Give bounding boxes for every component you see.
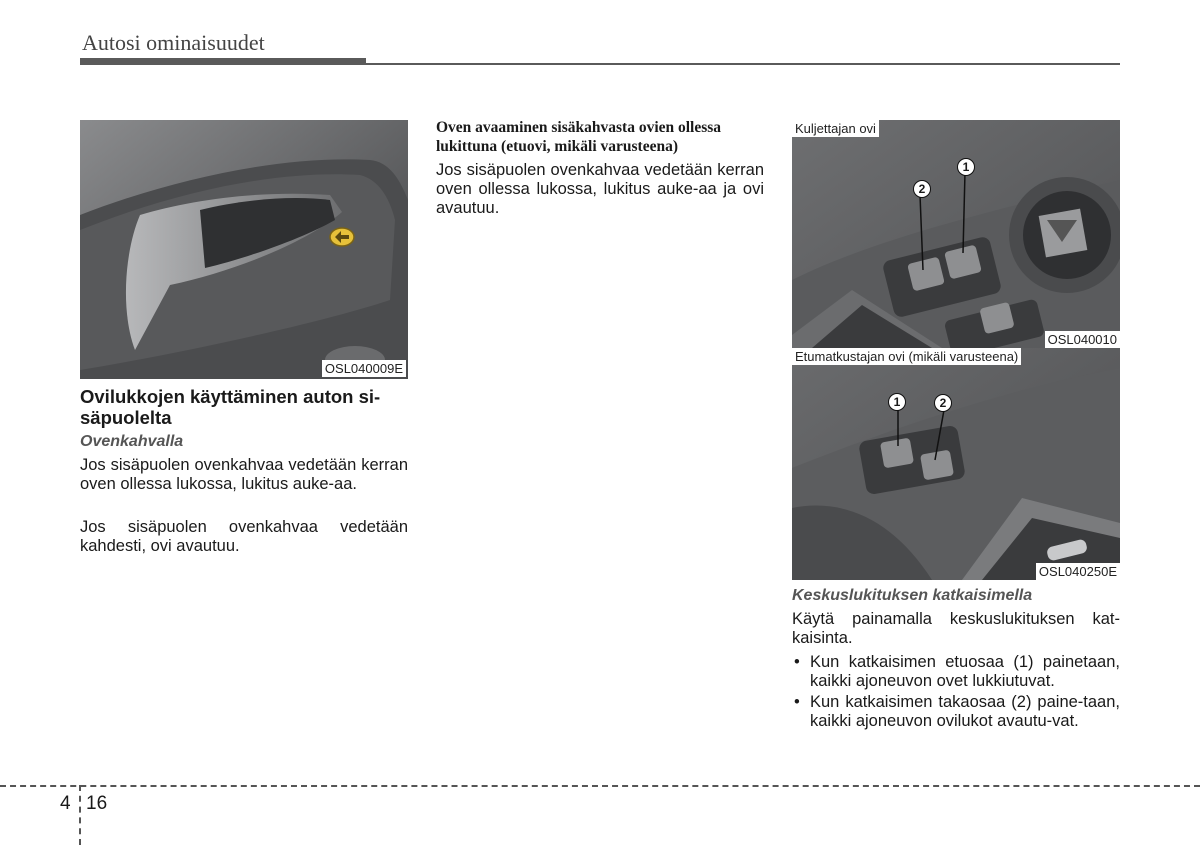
door-handle-illustration <box>80 120 408 379</box>
callout-1: 1 <box>957 158 975 176</box>
paragraph: Jos sisäpuolen ovenkahvaa vedetään kahdesti, ovi avautuu. <box>80 518 408 555</box>
image-code: OSL040010 <box>1045 331 1120 348</box>
section-heading: Ovilukkojen käyttäminen auton si-säpuolelta <box>80 386 381 428</box>
door-handle-photo <box>80 120 408 379</box>
passenger-door-switch-photo <box>792 348 1120 580</box>
callout-1: 1 <box>888 393 906 411</box>
footer-rule <box>0 785 1200 787</box>
footer-divider <box>79 785 81 845</box>
list-item: • Kun katkaisimen etuosaa (1) painetaan, kaikki ajoneuvon ovet lukkiutuvat. <box>794 653 1120 690</box>
paragraph: Käytä painamalla keskuslukituksen kat-kaisinta. <box>792 610 1120 647</box>
bullet-list <box>792 653 1120 733</box>
running-header: Autosi ominaisuudet <box>82 30 265 55</box>
image-code: OSL040009E <box>322 360 406 377</box>
paragraph: Jos sisäpuolen ovenkahvaa vedetään kerran oven ollessa lukossa, lukitus auke-aa. <box>80 456 408 493</box>
list-item: • Kun katkaisimen takaosaa (2) paine-taan, kaikki ajoneuvon ovilukot avautu-vat. <box>794 693 1120 730</box>
page-number: 16 <box>86 793 108 814</box>
subsection-heading: Keskuslukituksen katkaisimella <box>792 587 1033 604</box>
image-caption: Etumatkustajan ovi (mikäli varusteena) <box>792 348 1021 365</box>
header-rule <box>366 63 1120 65</box>
image-caption: Kuljettajan ovi <box>792 120 879 137</box>
callout-2: 2 <box>934 394 952 412</box>
driver-door-switch-photo <box>792 120 1120 348</box>
callout-2: 2 <box>913 180 931 198</box>
paragraph: Jos sisäpuolen ovenkahvaa vedetään kerran oven ollessa lukossa, lukitus auke-aa ja ovi avautuu. <box>436 161 764 217</box>
passenger-door-illustration <box>792 348 1120 580</box>
header-bar <box>80 58 366 65</box>
image-code: OSL040250E <box>1036 563 1120 580</box>
driver-door-illustration <box>792 120 1120 348</box>
section-heading: Oven avaaminen sisäkahvasta ovien ollessa lukittuna (etuovi, mikäli varusteena) <box>436 119 722 155</box>
subsection-heading: Ovenkahvalla <box>80 433 184 450</box>
chapter-number: 4 <box>60 793 71 814</box>
